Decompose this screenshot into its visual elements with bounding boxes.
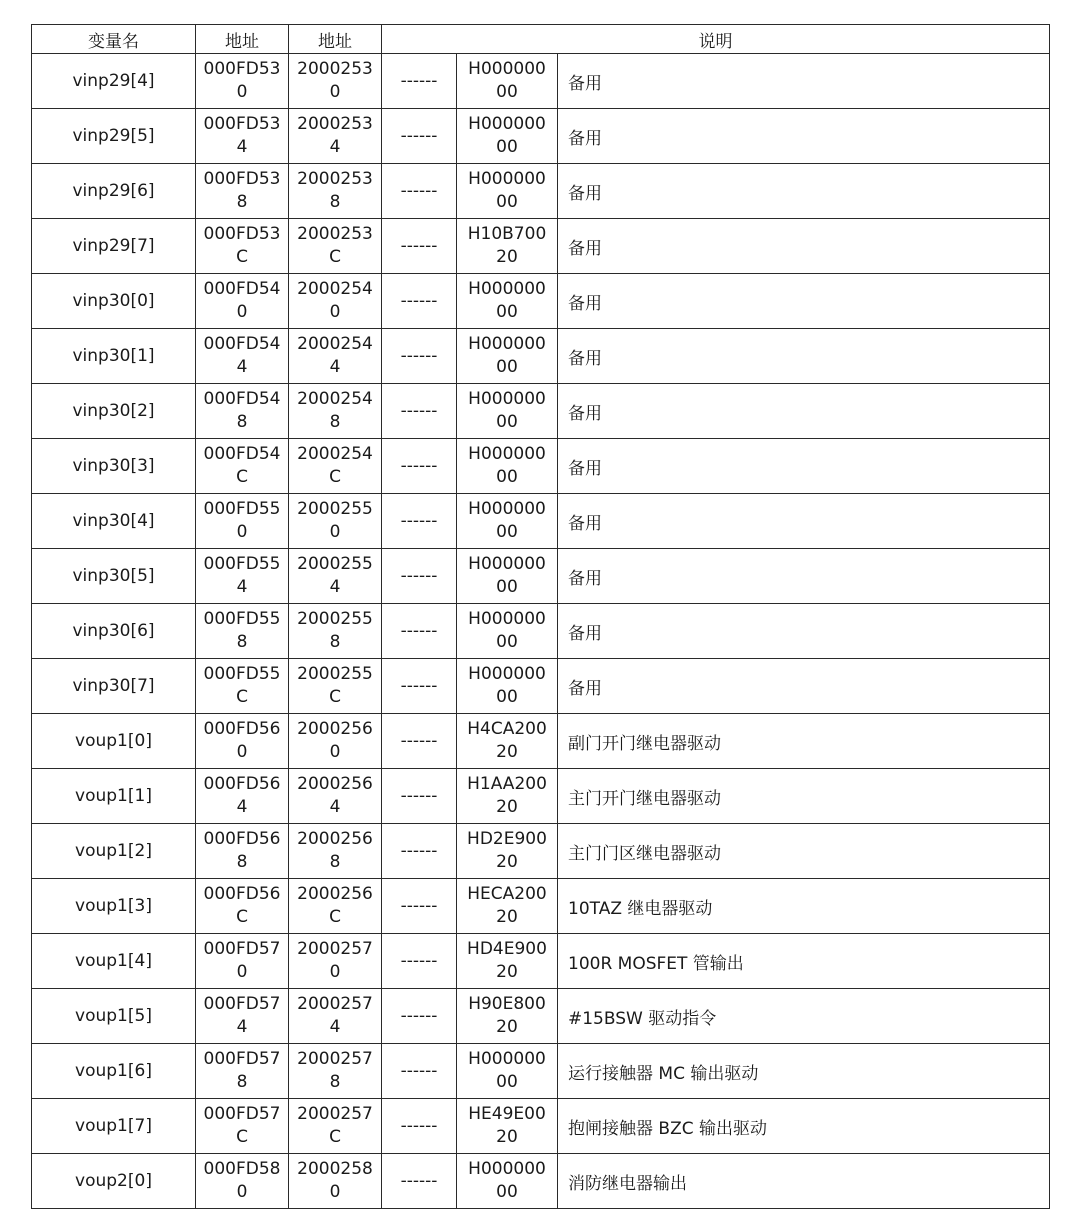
placeholder-dash-cell: ------ (382, 439, 457, 494)
table-row (32, 329, 1050, 384)
table-row (32, 989, 1050, 1044)
address-1-cell: 000FD570 (196, 934, 289, 989)
address-2-cell: 20002548 (289, 384, 382, 439)
placeholder-dash-cell: ------ (382, 989, 457, 1044)
variable-name-cell: voup2[0] (32, 1154, 196, 1209)
value-cell: H00000000 (457, 494, 558, 549)
address-2-cell: 20002530 (289, 54, 382, 109)
variable-name-cell: vinp30[0] (32, 274, 196, 329)
address-1-cell: 000FD53C (196, 219, 289, 274)
address-1-cell: 000FD530 (196, 54, 289, 109)
value-cell: H00000000 (457, 1044, 558, 1099)
description-cell: 主门门区继电器驱动 (558, 824, 1050, 879)
value-cell: H00000000 (457, 54, 558, 109)
address-1-cell: 000FD534 (196, 109, 289, 164)
variable-name-cell: voup1[1] (32, 769, 196, 824)
value-cell: H00000000 (457, 604, 558, 659)
address-1-cell: 000FD568 (196, 824, 289, 879)
address-1-cell: 000FD574 (196, 989, 289, 1044)
address-2-cell: 2000255C (289, 659, 382, 714)
header-var-name: 变量名 (32, 25, 196, 54)
description-cell: 备用 (558, 164, 1050, 219)
header-row (32, 25, 1050, 54)
table-row (32, 549, 1050, 604)
description-cell: 副门开门继电器驱动 (558, 714, 1050, 769)
value-cell: H90E80020 (457, 989, 558, 1044)
address-2-cell: 20002580 (289, 1154, 382, 1209)
address-2-cell: 20002558 (289, 604, 382, 659)
table-row (32, 494, 1050, 549)
variable-name-cell: vinp30[4] (32, 494, 196, 549)
placeholder-dash-cell: ------ (382, 1099, 457, 1154)
value-cell: H4CA20020 (457, 714, 558, 769)
address-2-cell: 20002564 (289, 769, 382, 824)
placeholder-dash-cell: ------ (382, 329, 457, 384)
value-cell: H10B70020 (457, 219, 558, 274)
table-row (32, 1099, 1050, 1154)
address-1-cell: 000FD580 (196, 1154, 289, 1209)
value-cell: H00000000 (457, 439, 558, 494)
address-1-cell: 000FD560 (196, 714, 289, 769)
table-row (32, 54, 1050, 109)
address-2-cell: 20002554 (289, 549, 382, 604)
address-2-cell: 20002560 (289, 714, 382, 769)
variable-name-cell: vinp30[3] (32, 439, 196, 494)
address-1-cell: 000FD578 (196, 1044, 289, 1099)
address-2-cell: 2000253C (289, 219, 382, 274)
address-2-cell: 20002538 (289, 164, 382, 219)
variable-name-cell: vinp29[6] (32, 164, 196, 219)
table-row (32, 659, 1050, 714)
description-cell: 备用 (558, 549, 1050, 604)
table-row (32, 384, 1050, 439)
placeholder-dash-cell: ------ (382, 659, 457, 714)
placeholder-dash-cell: ------ (382, 879, 457, 934)
description-cell: 备用 (558, 439, 1050, 494)
header-address-1: 地址 (196, 25, 289, 54)
table-row (32, 604, 1050, 659)
placeholder-dash-cell: ------ (382, 604, 457, 659)
variable-name-cell: voup1[5] (32, 989, 196, 1044)
variable-name-cell: vinp30[2] (32, 384, 196, 439)
address-1-cell: 000FD564 (196, 769, 289, 824)
address-1-cell: 000FD55C (196, 659, 289, 714)
address-2-cell: 20002550 (289, 494, 382, 549)
description-cell: 备用 (558, 604, 1050, 659)
value-cell: H00000000 (457, 329, 558, 384)
table-row (32, 934, 1050, 989)
address-1-cell: 000FD554 (196, 549, 289, 604)
value-cell: H00000000 (457, 274, 558, 329)
placeholder-dash-cell: ------ (382, 219, 457, 274)
placeholder-dash-cell: ------ (382, 1044, 457, 1099)
placeholder-dash-cell: ------ (382, 1154, 457, 1209)
value-cell: HD4E90020 (457, 934, 558, 989)
header-description: 说明 (382, 25, 1050, 54)
placeholder-dash-cell: ------ (382, 714, 457, 769)
variable-name-cell: vinp30[7] (32, 659, 196, 714)
description-cell: 备用 (558, 384, 1050, 439)
value-cell: H00000000 (457, 109, 558, 164)
table-row (32, 824, 1050, 879)
variable-name-cell: voup1[0] (32, 714, 196, 769)
address-2-cell: 20002578 (289, 1044, 382, 1099)
variable-name-cell: vinp30[1] (32, 329, 196, 384)
address-2-cell: 20002574 (289, 989, 382, 1044)
address-2-cell: 20002568 (289, 824, 382, 879)
address-1-cell: 000FD544 (196, 329, 289, 384)
address-2-cell: 2000257C (289, 1099, 382, 1154)
address-1-cell: 000FD538 (196, 164, 289, 219)
address-2-cell: 20002534 (289, 109, 382, 164)
description-cell: 消防继电器输出 (558, 1154, 1050, 1209)
value-cell: H00000000 (457, 659, 558, 714)
value-cell: HECA20020 (457, 879, 558, 934)
placeholder-dash-cell: ------ (382, 934, 457, 989)
value-cell: HD2E90020 (457, 824, 558, 879)
table-row (32, 769, 1050, 824)
value-cell: H00000000 (457, 384, 558, 439)
description-cell: 主门开门继电器驱动 (558, 769, 1050, 824)
table-row (32, 1044, 1050, 1099)
variable-name-cell: voup1[7] (32, 1099, 196, 1154)
address-1-cell: 000FD57C (196, 1099, 289, 1154)
address-1-cell: 000FD548 (196, 384, 289, 439)
address-2-cell: 2000254C (289, 439, 382, 494)
variable-name-cell: voup1[6] (32, 1044, 196, 1099)
table-row (32, 109, 1050, 164)
variable-name-cell: vinp29[7] (32, 219, 196, 274)
description-cell: 抱闸接触器 BZC 输出驱动 (558, 1099, 1050, 1154)
value-cell: H1AA20020 (457, 769, 558, 824)
description-cell: 备用 (558, 274, 1050, 329)
variable-name-cell: voup1[4] (32, 934, 196, 989)
placeholder-dash-cell: ------ (382, 54, 457, 109)
table-row (32, 714, 1050, 769)
description-cell: 备用 (558, 219, 1050, 274)
placeholder-dash-cell: ------ (382, 769, 457, 824)
table-row (32, 274, 1050, 329)
variable-name-cell: vinp30[6] (32, 604, 196, 659)
table-row (32, 879, 1050, 934)
value-cell: HE49E0020 (457, 1099, 558, 1154)
address-1-cell: 000FD56C (196, 879, 289, 934)
address-1-cell: 000FD540 (196, 274, 289, 329)
placeholder-dash-cell: ------ (382, 109, 457, 164)
address-2-cell: 2000256C (289, 879, 382, 934)
address-2-cell: 20002570 (289, 934, 382, 989)
address-2-cell: 20002544 (289, 329, 382, 384)
value-cell: H00000000 (457, 549, 558, 604)
table-row (32, 439, 1050, 494)
address-2-cell: 20002540 (289, 274, 382, 329)
description-cell: 备用 (558, 54, 1050, 109)
placeholder-dash-cell: ------ (382, 274, 457, 329)
placeholder-dash-cell: ------ (382, 494, 457, 549)
variable-name-cell: vinp29[4] (32, 54, 196, 109)
placeholder-dash-cell: ------ (382, 384, 457, 439)
description-cell: 备用 (558, 659, 1050, 714)
variable-name-cell: voup1[2] (32, 824, 196, 879)
description-cell: 备用 (558, 109, 1050, 164)
description-cell: 100R MOSFET 管输出 (558, 934, 1050, 989)
table-row (32, 219, 1050, 274)
description-cell: #15BSW 驱动指令 (558, 989, 1050, 1044)
variable-name-cell: vinp30[5] (32, 549, 196, 604)
variable-name-cell: voup1[3] (32, 879, 196, 934)
description-cell: 备用 (558, 329, 1050, 384)
variable-name-cell: vinp29[5] (32, 109, 196, 164)
description-cell: 备用 (558, 494, 1050, 549)
register-table (31, 24, 1050, 1209)
address-1-cell: 000FD54C (196, 439, 289, 494)
description-cell: 10TAZ 继电器驱动 (558, 879, 1050, 934)
description-cell: 运行接触器 MC 输出驱动 (558, 1044, 1050, 1099)
table-row (32, 1154, 1050, 1209)
placeholder-dash-cell: ------ (382, 164, 457, 219)
address-1-cell: 000FD558 (196, 604, 289, 659)
value-cell: H00000000 (457, 164, 558, 219)
table-row (32, 164, 1050, 219)
address-1-cell: 000FD550 (196, 494, 289, 549)
placeholder-dash-cell: ------ (382, 549, 457, 604)
header-address-2: 地址 (289, 25, 382, 54)
placeholder-dash-cell: ------ (382, 824, 457, 879)
value-cell: H00000000 (457, 1154, 558, 1209)
